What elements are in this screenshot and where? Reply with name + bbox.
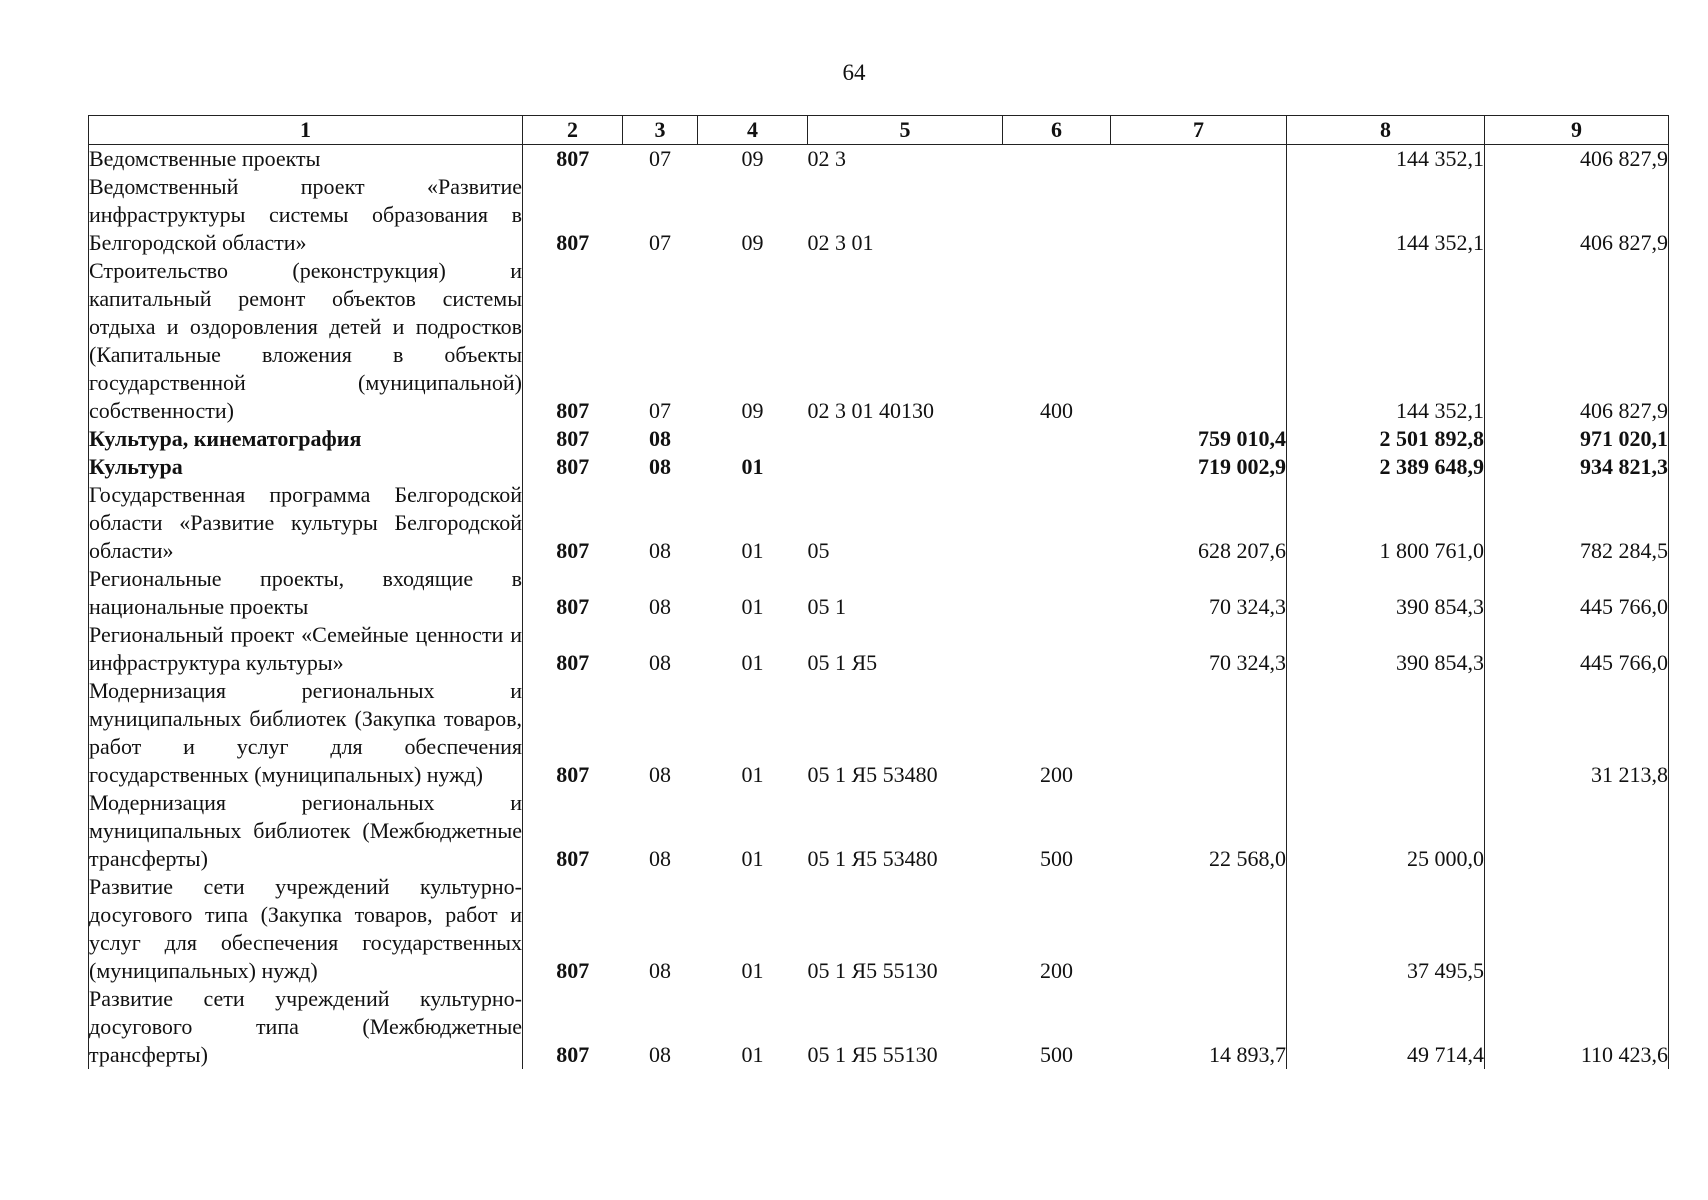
subsection-code: 01 (741, 650, 764, 675)
subsection-code: 01 (741, 762, 764, 787)
row-name: Ведомственный проект «Развитие инфраструктуры системы образования в Белгородской области» (89, 174, 522, 255)
column-header: 6 (1003, 116, 1111, 145)
amount-col-8: 2 389 648,9 (1287, 453, 1485, 481)
table-row (89, 145, 1669, 174)
amount-col-9: 110 423,6 (1485, 985, 1669, 1069)
target-article-code (808, 425, 1003, 453)
amount-col-7 (1111, 257, 1287, 425)
section-code: 08 (649, 538, 671, 563)
amount-col-7: 22 568,0 (1209, 846, 1286, 871)
row-name: Культура, кинематография (89, 425, 523, 453)
target-article-code: 02 3 01 (807, 230, 874, 255)
expense-type-code (1003, 481, 1111, 565)
column-header: 7 (1111, 116, 1287, 145)
table-row (89, 453, 1669, 481)
section-code: 08 (649, 594, 671, 619)
expense-type-code: 400 (1040, 398, 1073, 423)
target-article-code: 05 1 (807, 594, 846, 619)
section-code: 08 (649, 426, 671, 451)
amount-col-7 (1111, 677, 1287, 789)
subsection-code: 01 (741, 538, 764, 563)
admin-code: 807 (556, 846, 590, 871)
expense-type-code: 200 (1040, 762, 1073, 787)
amount-col-7: 14 893,7 (1209, 1042, 1286, 1067)
amount-col-7: 70 324,3 (1209, 594, 1286, 619)
expense-type-code (1003, 565, 1111, 621)
target-article-code: 02 3 01 40130 (807, 398, 934, 423)
table-row (89, 985, 1669, 1069)
subsection-code: 01 (741, 958, 764, 983)
admin-code: 807 (556, 454, 590, 479)
amount-col-8: 390 854,3 (1287, 565, 1485, 621)
target-article-code: 05 (807, 538, 830, 563)
column-header: 8 (1287, 116, 1485, 145)
amount-col-9: 445 766,0 (1485, 565, 1669, 621)
table-row (89, 565, 1669, 621)
subsection-code: 09 (741, 146, 764, 171)
amount-col-9: 445 766,0 (1485, 621, 1669, 677)
section-code: 08 (649, 650, 671, 675)
expense-type-code (1003, 145, 1111, 174)
target-article-code (808, 453, 1003, 481)
column-header: 5 (808, 116, 1003, 145)
amount-col-9: 934 821,3 (1485, 453, 1669, 481)
budget-table-frame (88, 115, 1668, 1130)
expense-type-code (1003, 453, 1111, 481)
expense-type-code (1003, 425, 1111, 453)
row-name: Строительство (реконструкция) и капитальный ремонт объектов системы отдыха и оздоровления детей и подростков (Капитальные вложения в объекты государственной (муниципальной) собственности) (89, 258, 522, 423)
amount-col-9: 782 284,5 (1485, 481, 1669, 565)
amount-col-8 (1287, 677, 1485, 789)
column-header: 2 (523, 116, 623, 145)
budget-table (88, 115, 1669, 1069)
admin-code: 807 (556, 650, 590, 675)
amount-col-8: 37 495,5 (1287, 873, 1485, 985)
target-article-code: 05 1 Я5 53480 (807, 762, 938, 787)
subsection-code: 09 (741, 398, 764, 423)
target-article-code: 05 1 Я5 55130 (807, 958, 938, 983)
section-code: 08 (649, 454, 671, 479)
table-row (89, 677, 1669, 789)
column-header: 3 (623, 116, 698, 145)
amount-col-8: 2 501 892,8 (1287, 425, 1485, 453)
row-name: Развитие сети учреждений культурно-досугового типа (Межбюджетные трансферты) (89, 986, 522, 1067)
subsection-code: 01 (741, 594, 764, 619)
subsection-code: 01 (741, 454, 764, 479)
section-code: 08 (649, 762, 671, 787)
row-name: Государственная программа Белгородской области «Развитие культуры Белгородской области» (89, 482, 522, 563)
row-name: Ведомственные проекты (89, 145, 523, 174)
row-name: Развитие сети учреждений культурно-досугового типа (Закупка товаров, работ и услуг для обеспечения государственных (муниципальных) нужд) (89, 874, 522, 983)
amount-col-9: 406 827,9 (1485, 173, 1669, 257)
target-article-code: 05 1 Я5 53480 (807, 846, 938, 871)
target-article-code: 05 1 Я5 (807, 650, 878, 675)
admin-code: 807 (556, 1042, 590, 1067)
row-name: Модернизация региональных и муниципальных библиотек (Закупка товаров, работ и услуг для обеспечения государственных (муниципальных) нужд) (89, 678, 522, 787)
target-article-code: 05 1 Я5 55130 (807, 1042, 938, 1067)
subsection-code: 01 (741, 1042, 764, 1067)
section-code: 08 (649, 958, 671, 983)
amount-col-9: 406 827,9 (1485, 145, 1669, 174)
table-row (89, 425, 1669, 453)
table-body (89, 145, 1669, 1070)
subsection-code (698, 425, 808, 453)
admin-code: 807 (556, 958, 590, 983)
admin-code: 807 (556, 398, 590, 423)
table-row (89, 621, 1669, 677)
column-header: 4 (698, 116, 808, 145)
amount-col-9: 971 020,1 (1485, 425, 1669, 453)
amount-col-7: 719 002,9 (1198, 454, 1286, 479)
amount-col-7: 628 207,6 (1198, 538, 1286, 563)
amount-col-7: 70 324,3 (1209, 650, 1286, 675)
amount-col-8: 25 000,0 (1287, 789, 1485, 873)
admin-code: 807 (556, 538, 590, 563)
section-code: 08 (649, 1042, 671, 1067)
admin-code: 807 (556, 426, 590, 451)
subsection-code: 01 (741, 846, 764, 871)
amount-col-8: 1 800 761,0 (1287, 481, 1485, 565)
row-name: Культура (89, 453, 523, 481)
expense-type-code (1003, 621, 1111, 677)
section-code: 08 (649, 846, 671, 871)
amount-col-9: 406 827,9 (1485, 257, 1669, 425)
amount-col-8: 49 714,4 (1287, 985, 1485, 1069)
amount-col-7: 759 010,4 (1198, 426, 1286, 451)
admin-code: 807 (556, 762, 590, 787)
section-code: 07 (649, 230, 671, 255)
section-code: 07 (649, 398, 671, 423)
amount-col-8: 390 854,3 (1287, 621, 1485, 677)
amount-col-8: 144 352,1 (1287, 173, 1485, 257)
target-article-code: 02 3 (807, 146, 846, 171)
amount-col-7 (1111, 173, 1287, 257)
row-name: Модернизация региональных и муниципальных библиотек (Межбюджетные трансферты) (89, 790, 522, 871)
admin-code: 807 (556, 230, 590, 255)
expense-type-code: 500 (1040, 846, 1073, 871)
admin-code: 807 (556, 594, 590, 619)
table-row (89, 789, 1669, 873)
table-row (89, 873, 1669, 985)
expense-type-code: 500 (1040, 1042, 1073, 1067)
column-header: 9 (1485, 116, 1669, 145)
amount-col-9: 31 213,8 (1485, 677, 1669, 789)
expense-type-code: 200 (1040, 958, 1073, 983)
expense-type-code (1003, 173, 1111, 257)
table-row (89, 257, 1669, 425)
admin-code: 807 (556, 146, 590, 171)
subsection-code: 09 (741, 230, 764, 255)
amount-col-7 (1111, 873, 1287, 985)
amount-col-7 (1111, 145, 1287, 174)
amount-col-8: 144 352,1 (1287, 145, 1485, 174)
table-row (89, 481, 1669, 565)
table-row (89, 173, 1669, 257)
amount-col-9 (1485, 873, 1669, 985)
section-code: 07 (649, 146, 671, 171)
row-name: Региональный проект «Семейные ценности и инфраструктура культуры» (89, 622, 522, 675)
amount-col-9 (1485, 789, 1669, 873)
header-row (89, 116, 1669, 145)
column-header: 1 (89, 116, 523, 145)
row-name: Региональные проекты, входящие в национальные проекты (89, 566, 522, 619)
page-number: 64 (842, 60, 866, 85)
amount-col-8: 144 352,1 (1287, 257, 1485, 425)
